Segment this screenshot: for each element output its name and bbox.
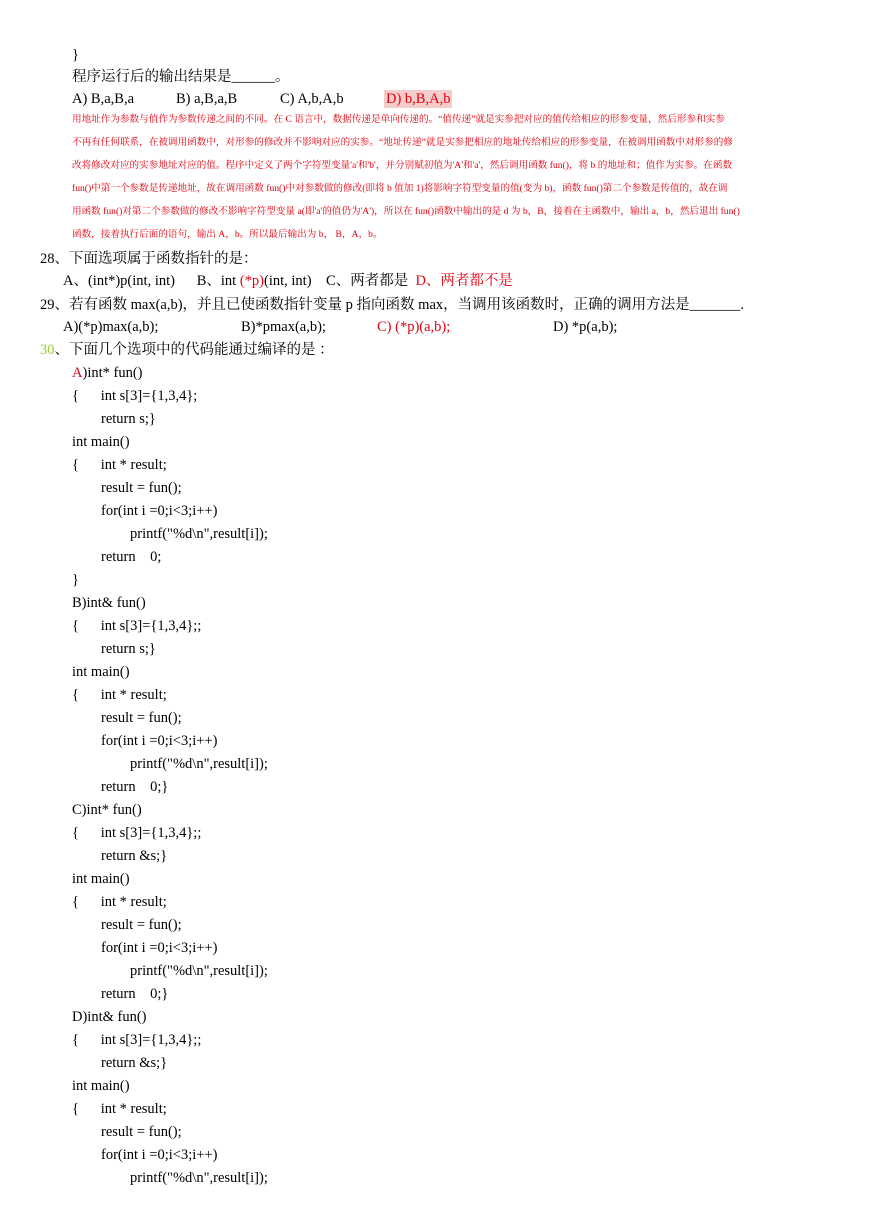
code-line: { int s[3]={1,3,4};; (72, 1032, 202, 1048)
q27-explanation (72, 108, 832, 246)
code-line: { int s[3]={1,3,4}; (72, 388, 198, 404)
code-line: for(int i =0;i<3;i++) (72, 1147, 218, 1163)
q28-option-d-answer: D、两者都不是 (415, 273, 513, 289)
q29-question: 29、若有函数 max(a,b)，并且已使函数指针变量 p 指向函数 max，当调用该函数时，正确的调用方法是_______. (40, 297, 745, 313)
closing-brace: } (72, 47, 79, 63)
code-line: return 0;} (72, 986, 169, 1002)
code-line: C)int* fun() (72, 802, 142, 818)
code-line: int main() (72, 664, 130, 680)
code-line: printf("%d\n",result[i]); (72, 963, 268, 979)
q30-number: 30 (40, 342, 55, 358)
code-line: result = fun(); (72, 710, 182, 726)
q28-option-b: B、int (*p)(int, int) (196, 273, 312, 289)
code-line: int main() (72, 434, 130, 450)
code-line: result = fun(); (72, 917, 182, 933)
explanation-line: 用地址作为参数与值作为参数传递之间的不同。在 C 语言中，数据传递是单向传递的。“值传递”就是实参把对应的值传给相应的形参变量，然后形参和实参 (72, 114, 725, 125)
code-line: return &s;} (72, 1055, 168, 1071)
code-line: return 0;} (72, 779, 169, 795)
answer-marker-a: A (72, 365, 83, 381)
q27-option-b: B) a,B,a,B (176, 91, 238, 107)
code-line: } (72, 572, 79, 588)
code-line: { int s[3]={1,3,4};; (72, 618, 202, 634)
q27-option-d-answer: D) b,B,A,b (386, 91, 451, 107)
explanation-line: fun()中第一个参数是传递地址，故在调用函数 fun()中对参数做的修改(即将 b 值加 1)将影响字符型变量的值(变为 b)，函数 fun()第二个参数是传值的，故在调 (72, 183, 728, 194)
q29-option-a: A)(*p)max(a,b); (63, 319, 159, 335)
q27-option-a: A) B,a,B,a (72, 91, 135, 107)
q29-option-b: B)*pmax(a,b); (241, 319, 326, 335)
code-line: for(int i =0;i<3;i++) (72, 503, 218, 519)
q30-question: 30、下面几个选项中的代码能通过编译的是 ： (40, 342, 334, 358)
explanation-line: 不再有任何联系，在被调用函数中，对形参的修改并不影响对应的实参。“地址传递”就是实参把相应的地址传给相应的形参变量，在被调用函数中对形参的修 (72, 137, 733, 148)
code-line: { int * result; (72, 894, 167, 910)
explanation-line: 函数，接着执行后面的语句，输出 A，b。所以最后输出为 b， B，A，b。 (72, 229, 383, 240)
q28-options (63, 272, 513, 290)
code-line: { int * result; (72, 1101, 167, 1117)
code-line: { int s[3]={1,3,4};; (72, 825, 202, 841)
q27-question: 程序运行后的输出结果是______。 (72, 69, 290, 85)
explanation-line: 用函数 fun()对第二个参数做的修改不影响字符型变量 a(即'a'的值仍为'A')，所以在 fun()函数中输出的是 d 为 b，B，接着在主函数中，输出 a，b，然后退出 fun() (72, 206, 740, 217)
code-line: A)int* fun() (72, 365, 143, 381)
code-line: printf("%d\n",result[i]); (72, 526, 268, 542)
explanation-line: 改将修改对应的实参地址对应的值。程序中定义了两个字符型变量'a'和'b'，并分别赋初值为'A'和'a'，然后调用函数 fun()，将 b 的地址和；值作为实参。在函数 (72, 160, 733, 171)
code-line: return &s;} (72, 848, 168, 864)
code-line: printf("%d\n",result[i]); (72, 756, 268, 772)
code-line: result = fun(); (72, 1124, 182, 1140)
code-line: return s;} (72, 641, 156, 657)
q29-options (63, 318, 617, 336)
q28-option-c: C、两者都是 (326, 273, 409, 289)
code-line: D)int& fun() (72, 1009, 147, 1025)
q27-option-c: C) A,b,A,b (280, 91, 344, 107)
code-line: { int * result; (72, 457, 167, 473)
q29-option-d: D) *p(a,b); (553, 319, 618, 335)
code-line: for(int i =0;i<3;i++) (72, 733, 218, 749)
q27-options (72, 90, 452, 108)
q28-option-a: A、(int*)p(int, int) (63, 273, 175, 289)
code-line: int main() (72, 871, 130, 887)
code-line: { int * result; (72, 687, 167, 703)
code-line: B)int& fun() (72, 595, 146, 611)
q28-question: 28、下面选项属于函数指针的是： (40, 251, 258, 267)
code-line: for(int i =0;i<3;i++) (72, 940, 218, 956)
code-line: result = fun(); (72, 480, 182, 496)
code-line: printf("%d\n",result[i]); (72, 1170, 268, 1186)
code-line: return 0; (72, 549, 162, 565)
q28-option-b-highlight: (*p) (239, 273, 264, 289)
code-line: int main() (72, 1078, 130, 1094)
q29-option-c-answer: C) (*p)(a,b); (377, 319, 451, 335)
code-line: return s;} (72, 411, 156, 427)
